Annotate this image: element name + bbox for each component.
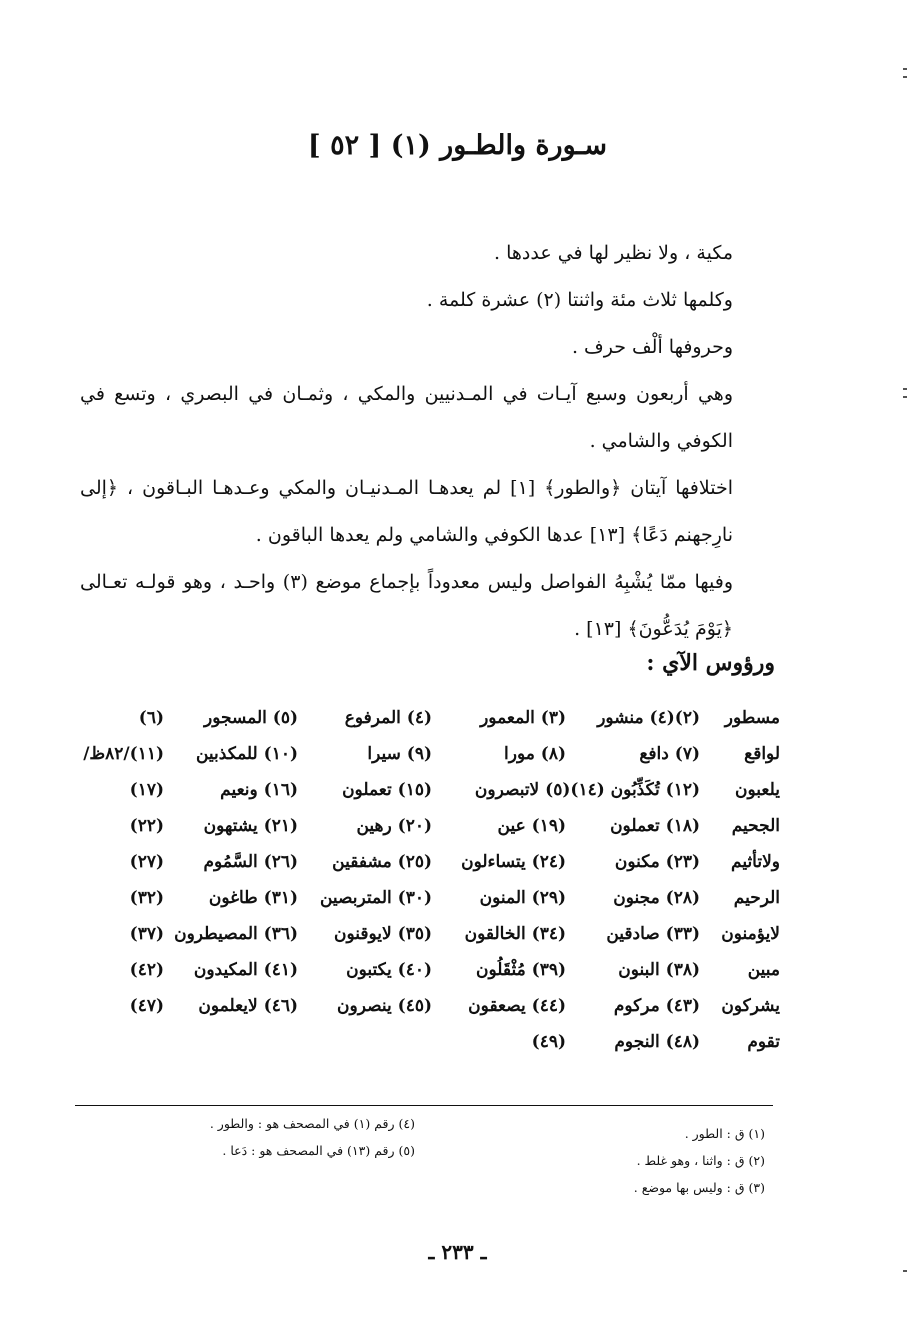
verse-cell: (٤٩) bbox=[531, 1032, 566, 1052]
verse-cell: (١٠) للمكذبين bbox=[195, 744, 298, 764]
footnotes-right bbox=[545, 1120, 765, 1201]
footnote: (٢) ق : واثنا ، وهو غلط . bbox=[636, 1153, 765, 1168]
verse-cell: (٣٨) البنون bbox=[618, 960, 700, 980]
verse-cell: (٤٣) مركوم bbox=[613, 996, 700, 1016]
verse-row bbox=[30, 772, 780, 808]
verse-row bbox=[30, 844, 780, 880]
intro-text bbox=[80, 230, 780, 653]
intro-line: وفيها ممّا يُشْبِهُ الفواصل وليس معدوداً بإجماع موضع (٣) واحـد ، وهو قولـه تعـالى ﴿يَوْمَ يُدَعُّونَ﴾ [١٣] . bbox=[80, 571, 733, 640]
verse-cell: لايؤمنون bbox=[721, 924, 780, 944]
verse-cell: (٤٦) لايعلمون bbox=[198, 996, 298, 1016]
verse-cell: (٤) المرفوع bbox=[344, 708, 432, 728]
intro-line: وكلمها ثلاث مئة واثنتا (٢) عشرة كلمة . bbox=[426, 289, 733, 311]
verse-cell: لواقع bbox=[744, 744, 780, 764]
edge-mark bbox=[903, 396, 907, 398]
footnote-separator bbox=[75, 1105, 773, 1106]
verse-cell: (٤٢) bbox=[129, 960, 164, 980]
verse-cell: (٢٥) مشفقين bbox=[332, 852, 432, 872]
verse-cell: يشركون bbox=[721, 996, 780, 1016]
verse-cell: (٤٧) bbox=[129, 996, 164, 1016]
verse-row bbox=[30, 916, 780, 952]
verse-cell: مبين bbox=[747, 960, 780, 980]
verse-cell: (٢٢) bbox=[129, 816, 164, 836]
edge-mark bbox=[903, 76, 907, 78]
verse-cell: (٣) المعمور bbox=[480, 708, 566, 728]
footnote: (٣) ق : وليس بها موضع . bbox=[633, 1180, 765, 1195]
edge-mark bbox=[903, 388, 907, 390]
verse-cell: (٢٠) رهين bbox=[356, 816, 432, 836]
intro-line: اختلافها آيتان ﴿والطور﴾ [١] لم يعدهـا المـدنيـان والمكي وعـدهـا البـاقون ، ﴿إلى نارِجهنم دَعًا﴾ [١٣] عدها الكوفي والشامي ولم يعدها الباقون . bbox=[80, 477, 733, 546]
edge-mark bbox=[903, 1270, 907, 1272]
verse-cell: مسطور bbox=[724, 708, 780, 728]
verse-cell: (٨) مورا bbox=[504, 744, 566, 764]
verse-cell: (٢٦) السَّمُوم bbox=[203, 852, 298, 872]
footnote: (١) ق : الطور . bbox=[684, 1126, 765, 1141]
verse-cell: (١٩) عين bbox=[497, 816, 566, 836]
intro-line: وهي أربعون وسبع آيـات في المـدنيين والمكي ، وثمـان في البصري ، وتسع في الكوفي والشامي . bbox=[80, 383, 733, 452]
verse-cell: (٣٣) صادقين bbox=[606, 924, 700, 944]
verse-cell: (٣٤) الخالقون bbox=[464, 924, 566, 944]
verse-cell: (١٨) تعملون bbox=[610, 816, 700, 836]
verse-cell: (٢١) يشتهون bbox=[203, 816, 298, 836]
verse-cell: (٣٩) مُثْقَلُون bbox=[475, 960, 566, 980]
footnote: (٥) رقم (١٣) في المصحف هو : دَعا . bbox=[222, 1143, 415, 1158]
verse-cell: الجحيم bbox=[731, 816, 780, 836]
verse-heads-table bbox=[30, 700, 780, 1060]
verse-cell: (٧) دافع bbox=[639, 744, 700, 764]
verse-cell: (٢٧) bbox=[129, 852, 164, 872]
footnote: (٤) رقم (١) في المصحف هو : والطور . bbox=[209, 1116, 415, 1131]
verse-row bbox=[30, 1024, 780, 1060]
verse-row bbox=[30, 880, 780, 916]
footnotes-left bbox=[135, 1110, 415, 1164]
verse-row bbox=[30, 952, 780, 988]
verse-cell: (٢٩) المنون bbox=[479, 888, 566, 908]
verse-cell: يلعبون bbox=[735, 780, 780, 800]
verse-cell: (٣٧) bbox=[129, 924, 164, 944]
verse-cell: (٤٤) يصعقون bbox=[468, 996, 566, 1016]
verse-cell: (٣١) طاغون bbox=[208, 888, 298, 908]
verse-cell: (٤٨) النجوم bbox=[614, 1032, 700, 1052]
verse-cell: (٢٤) يتساءلون bbox=[461, 852, 566, 872]
verse-row bbox=[30, 808, 780, 844]
verse-cell: (١٧) bbox=[129, 780, 164, 800]
verse-cell: الرحيم bbox=[733, 888, 780, 908]
verse-cell: (١١)/٨٢ظ/ bbox=[83, 744, 164, 764]
verse-cell: (٢٨) مجنون bbox=[613, 888, 700, 908]
verse-cell: ولاتأثيم bbox=[731, 852, 780, 872]
verse-cell: (٤١) المكيدون bbox=[193, 960, 298, 980]
verse-row bbox=[30, 988, 780, 1024]
verse-cell: تقوم bbox=[747, 1032, 780, 1052]
verse-cell: (١٥) تعملون bbox=[342, 780, 432, 800]
edge-mark bbox=[903, 68, 907, 70]
page-number: ـ ٢٣٣ ـ bbox=[428, 1240, 487, 1264]
verse-cell: (٣٢) bbox=[129, 888, 164, 908]
surah-title: سـورة والطـور (١) [ ٥٢ ] bbox=[307, 130, 608, 161]
verse-cell: (٢)(٤) منشور bbox=[597, 708, 700, 728]
verse-cell: (٣٦) المصيطرون bbox=[174, 924, 298, 944]
verse-cell: (٥) المسجور bbox=[203, 708, 298, 728]
verse-cell: (١٢) تُكَذِّبُون (١٤)(٥) لاتبصرون bbox=[474, 780, 700, 800]
verse-cell: (٢٣) مكنون bbox=[614, 852, 700, 872]
verse-cell: (٤٠) يكتبون bbox=[346, 960, 432, 980]
verse-cell: (٩) سيرا bbox=[367, 744, 432, 764]
verse-row bbox=[30, 736, 780, 772]
verse-cell: (١٦) ونعيم bbox=[220, 780, 298, 800]
intro-line: وحروفها ألْف حرف . bbox=[571, 336, 733, 358]
verse-cell: (٦) bbox=[138, 708, 164, 728]
verse-cell: (٤٥) ينصرون bbox=[337, 996, 432, 1016]
verse-row bbox=[30, 700, 780, 736]
verse-cell: (٣٠) المتربصين bbox=[319, 888, 432, 908]
verse-heads-title: ورؤوس الآي : bbox=[646, 650, 775, 676]
verse-cell: (٣٥) لايوقنون bbox=[333, 924, 432, 944]
intro-line: مكية ، ولا نظير لها في عددها . bbox=[494, 242, 733, 264]
